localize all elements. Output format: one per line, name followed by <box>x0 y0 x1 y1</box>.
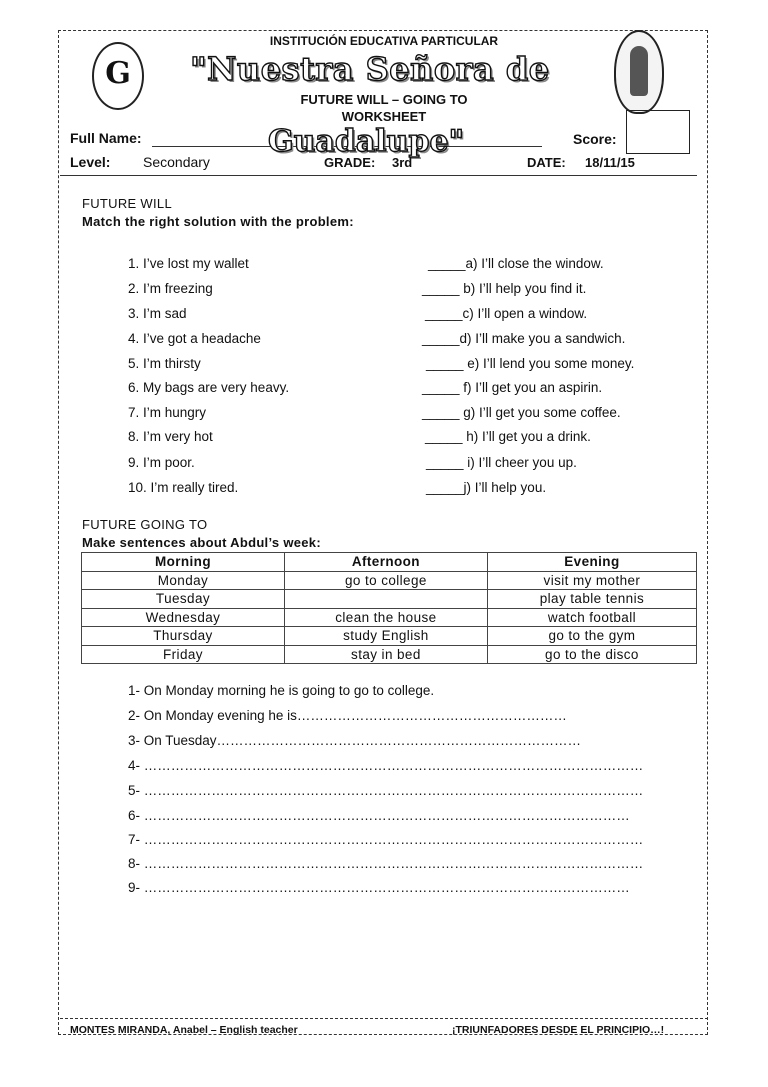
grade-label: GRADE: <box>324 155 376 170</box>
date-label: DATE: <box>527 155 566 170</box>
footer-motto: ¡TRIUNFADORES DESDE EL PRINCIPIO…! <box>452 1024 665 1036</box>
table-cell: go to the gym <box>487 627 696 646</box>
worksheet-title: FUTURE WILL – GOING TO <box>300 92 468 107</box>
schedule-table <box>81 552 697 664</box>
table-cell: stay in bed <box>284 645 487 664</box>
problem-item: 3. I’m sad <box>128 306 187 321</box>
institution-title: INSTITUCIÓN EDUCATIVA PARTICULAR <box>269 34 499 48</box>
section1-instruction: Match the right solution with the problem: <box>82 214 354 229</box>
table-cell: Monday <box>82 571 285 590</box>
table-row <box>82 645 697 664</box>
column-header-afternoon: Afternoon <box>284 553 487 572</box>
school-name-line2: Guadalupe" <box>268 124 465 159</box>
level-label: Level: <box>70 154 111 170</box>
solution-item[interactable]: _____ b) I’ll help you find it. <box>422 281 587 296</box>
table-cell: Wednesday <box>82 608 285 627</box>
worksheet-subtitle: WORKSHEET <box>341 109 427 124</box>
solution-item[interactable]: _____ i) I’ll cheer you up. <box>426 455 577 470</box>
table-cell: study English <box>284 627 487 646</box>
problem-item: 8. I’m very hot <box>128 429 213 444</box>
table-cell: Thursday <box>82 627 285 646</box>
table-row <box>82 571 697 590</box>
header-divider <box>60 175 697 176</box>
sentence-line[interactable]: 3- On Tuesday……………………………………………………………………… <box>128 733 582 748</box>
section2-instruction: Make sentences about Abdul’s week: <box>82 535 321 550</box>
footer-divider <box>60 1018 708 1019</box>
problem-item: 10. I’m really tired. <box>128 480 239 495</box>
section2-title: FUTURE GOING TO <box>82 517 208 532</box>
solution-item[interactable]: _____d) I’ll make you a sandwich. <box>422 331 626 346</box>
crest-letter: G <box>105 56 131 91</box>
table-row <box>82 590 697 609</box>
table-row <box>82 608 697 627</box>
solution-item[interactable]: _____ h) I’ll get you a drink. <box>425 429 591 444</box>
table-cell: go to the disco <box>487 645 696 664</box>
solution-item[interactable]: _____c) I’ll open a window. <box>425 306 588 321</box>
sentence-line[interactable]: 7- ………………………………………………………………………………………………… <box>128 832 644 847</box>
sentence-line[interactable]: 9- ……………………………………………………………………………………………… <box>128 880 630 895</box>
full-name-label: Full Name: <box>70 130 142 146</box>
date-value: 18/11/15 <box>585 155 635 170</box>
solution-item[interactable]: _____j) I’ll help you. <box>426 480 547 495</box>
problem-item: 6. My bags are very heavy. <box>128 380 290 395</box>
score-label: Score: <box>573 131 617 147</box>
solution-item[interactable]: _____ f) I’ll get you an aspirin. <box>422 380 603 395</box>
level-value: Secondary <box>143 154 210 170</box>
table-cell: clean the house <box>284 608 487 627</box>
sentence-line: 1- On Monday morning he is going to go to college. <box>128 683 435 698</box>
score-box[interactable] <box>626 110 690 154</box>
table-cell: Tuesday <box>82 590 285 609</box>
sentence-line[interactable]: 2- On Monday evening he is…………………………………………………… <box>128 708 567 723</box>
school-name-line1: "Nuestra Señora de <box>190 50 550 88</box>
problem-item: 7. I’m hungry <box>128 405 207 420</box>
table-cell: watch football <box>487 608 696 627</box>
table-cell <box>284 590 487 609</box>
table-cell: go to college <box>284 571 487 590</box>
table-cell: visit my mother <box>487 571 696 590</box>
solution-item[interactable]: _____a) I’ll close the window. <box>428 256 604 271</box>
solution-item[interactable]: _____ g) I’ll get you some coffee. <box>422 405 621 420</box>
sentence-line[interactable]: 4- ………………………………………………………………………………………………… <box>128 758 644 773</box>
solution-item[interactable]: _____ e) I’ll lend you some money. <box>426 356 635 371</box>
table-cell: Friday <box>82 645 285 664</box>
column-header-morning: Morning <box>82 553 285 572</box>
table-cell: play table tennis <box>487 590 696 609</box>
problem-item: 4. I’ve got a headache <box>128 331 261 346</box>
sentence-line[interactable]: 6- ……………………………………………………………………………………………… <box>128 808 630 823</box>
sentence-line[interactable]: 5- ………………………………………………………………………………………………… <box>128 783 644 798</box>
table-row <box>82 627 697 646</box>
problem-item: 5. I’m thirsty <box>128 356 201 371</box>
problem-item: 9. I’m poor. <box>128 455 195 470</box>
section1-title: FUTURE WILL <box>82 196 172 211</box>
problem-item: 2. I’m freezing <box>128 281 213 296</box>
problem-item: 1. I’ve lost my wallet <box>128 256 249 271</box>
footer-teacher: MONTES MIRANDA, Anabel – English teacher <box>70 1024 298 1036</box>
sentence-line[interactable]: 8- ………………………………………………………………………………………………… <box>128 856 644 871</box>
grade-value: 3rd <box>392 155 413 170</box>
column-header-evening: Evening <box>487 553 696 572</box>
